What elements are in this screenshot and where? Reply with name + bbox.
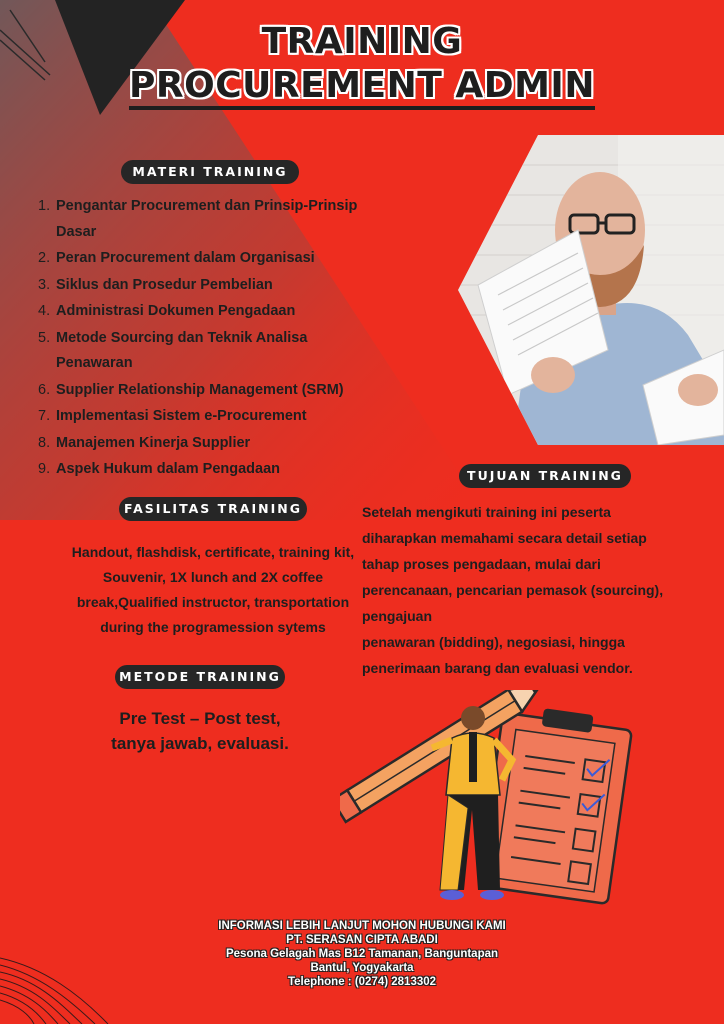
fasilitas-text: Handout, flashdisk, certificate, training kit, Souvenir, 1X lunch and 2X coffee break,Qualified instructor, transportation during the programession sytems bbox=[71, 544, 355, 635]
footer-telephone: Telephone : (0274) 2813302 bbox=[287, 976, 437, 988]
page-title-line2-text: PROCUREMENT ADMIN bbox=[129, 65, 595, 110]
list-item: 1. Pengantar Procurement dan Prinsip-Prinsip Dasar bbox=[38, 198, 358, 240]
list-item: 5. Metode Sourcing dan Teknik Analisa Penawaran bbox=[38, 329, 308, 371]
list-item: 9. Aspek Hukum dalam Pengadaan bbox=[38, 461, 281, 477]
metode-text bbox=[95, 706, 305, 756]
list-item: 8. Manajemen Kinerja Supplier bbox=[38, 434, 251, 451]
tujuan-line: diharapkan memahami secara detail setiap bbox=[362, 530, 647, 546]
contact-footer bbox=[0, 919, 724, 989]
list-item: 2. Peran Procurement dalam Organisasi bbox=[38, 250, 315, 266]
tujuan-line: tahap proses pengadaan, mulai dari bbox=[362, 556, 601, 572]
footer-company: PT. SERASAN CIPTA ABADI bbox=[286, 934, 438, 946]
list-item: 4. Administrasi Dokumen Pengadaan bbox=[38, 303, 296, 319]
tujuan-line: pengajuan bbox=[362, 608, 433, 624]
materi-training-heading: MATERI TRAINING bbox=[121, 160, 299, 184]
tujuan-line: penerimaan barang dan evaluasi vendor. bbox=[362, 660, 633, 676]
fasilitas-training-heading: FASILITAS TRAINING bbox=[119, 497, 307, 521]
list-item: 7. Implementasi Sistem e-Procurement bbox=[38, 408, 307, 424]
tujuan-text bbox=[362, 499, 702, 681]
tujuan-line: Setelah mengikuti training ini peserta bbox=[362, 504, 611, 520]
page-title-line1: TRAINING bbox=[261, 21, 463, 62]
tujuan-line: perencanaan, pencarian pemasok (sourcing), bbox=[362, 582, 664, 598]
tujuan-training-heading: TUJUAN TRAINING bbox=[459, 464, 631, 488]
footer-city: Bantul, Yogyakarta bbox=[310, 962, 414, 974]
clipboard-pencil-illustration bbox=[340, 690, 640, 910]
materi-list bbox=[38, 194, 378, 484]
tujuan-line: penawaran (bidding), negosiasi, hingga bbox=[362, 634, 625, 650]
metode-line2: tanya jawab, evaluasi. bbox=[111, 734, 289, 753]
page-title-line2 bbox=[0, 66, 724, 106]
footer-line1: INFORMASI LEBIH LANJUT MOHON HUBUNGI KAMI bbox=[218, 920, 506, 932]
metode-line1: Pre Test – Post test, bbox=[119, 709, 281, 728]
list-item: 3. Siklus dan Prosedur Pembelian bbox=[38, 276, 273, 293]
list-item: 6. Supplier Relationship Management (SRM) bbox=[38, 381, 344, 398]
footer-address: Pesona Gelagah Mas B12 Tamanan, Banguntapan bbox=[225, 948, 499, 960]
metode-training-heading: METODE TRAINING bbox=[115, 665, 285, 689]
hexagon-photo bbox=[458, 135, 724, 445]
